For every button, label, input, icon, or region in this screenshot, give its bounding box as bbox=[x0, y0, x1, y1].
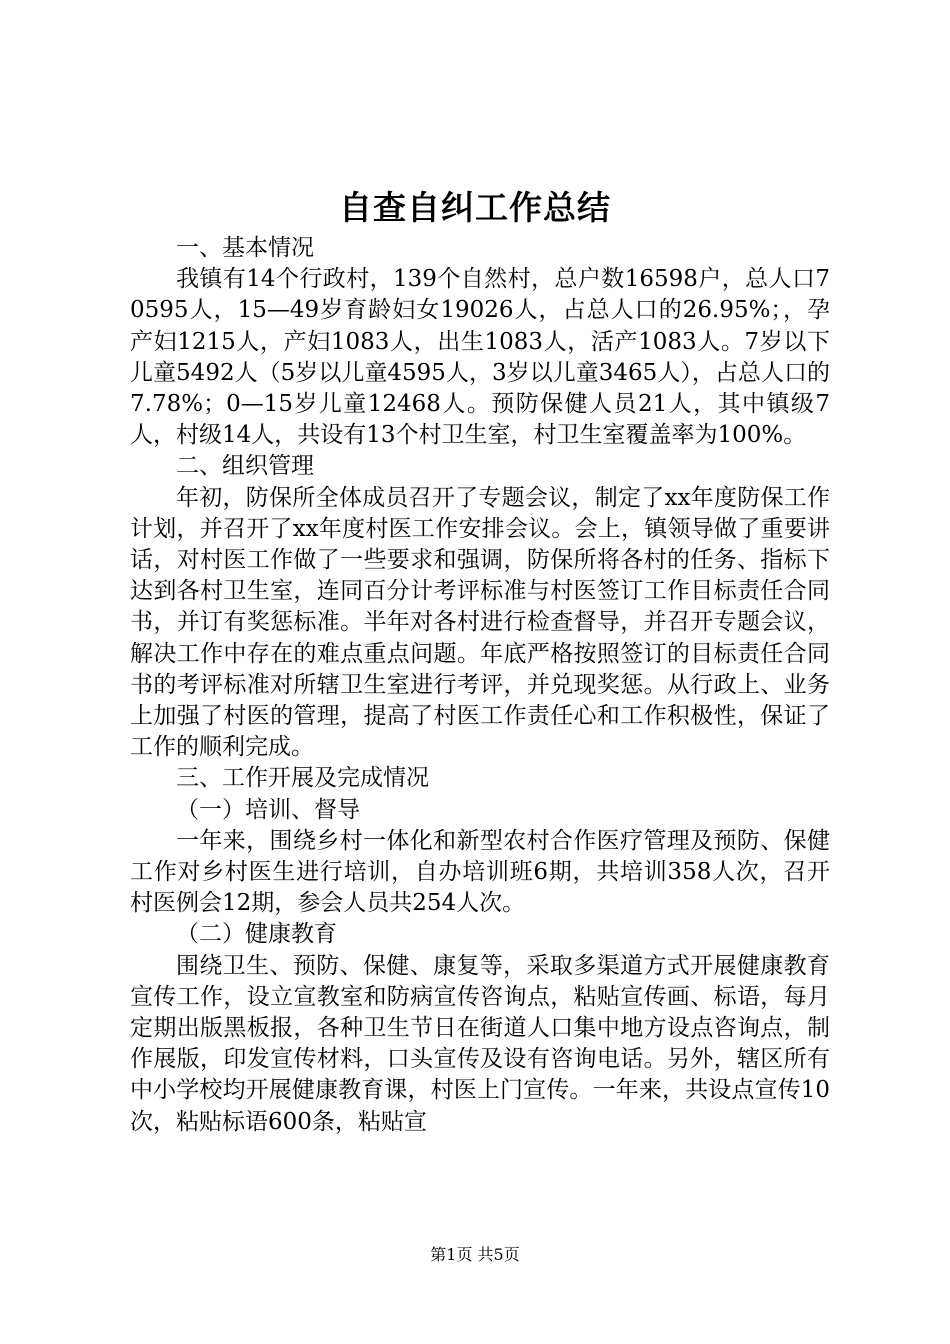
page-footer: 第1页 共5页 bbox=[430, 1245, 520, 1264]
subsection-heading-training: （一）培训、督导 bbox=[176, 796, 360, 823]
document-title: 自查自纠工作总结 bbox=[339, 188, 611, 227]
section-heading-organization: 二、组织管理 bbox=[176, 453, 314, 480]
paragraph-training: 一年来，围绕乡村一体化和新型农村合作医疗管理及预防、保健工作对乡村医生进行培训，自办培训班6期，共培训358人次，召开村医例会12期，参会人员共254人次。 bbox=[130, 827, 830, 917]
paragraph-health-education: 围绕卫生、预防、保健、康复等，采取多渠道方式开展健康教育宣传工作，设立宣教室和防病宣传咨询点，粘贴宣传画、标语，每月定期出版黑板报，各种卫生节日在街道人口集中地方设点咨询点，制作展版，印发宣传材料，口头宣传及设有咨询电话。另外，辖区所有中小学校均开展健康教育课，村医上门宣传。一年来，共设点宣传10次，粘贴标语600条，粘贴宣 bbox=[130, 952, 830, 1135]
subsection-heading-health-education: （二）健康教育 bbox=[176, 921, 337, 948]
section-heading-basic-info: 一、基本情况 bbox=[176, 235, 314, 261]
paragraph-organization: 年初，防保所全体成员召开了专题会议，制定了xx年度防保工作计划，并召开了xx年度村医工作安排会议。会上，镇领导做了重要讲话，对村医工作做了一些要求和强调，防保所将各村的任务、指标下达到各村卫生室，连同百分计考评标准与村医签订工作目标责任合同书，并订有奖惩标准。半年对各村进行检查督导，并召开专题会议，解决工作中存在的难点重点问题。年底严格按照签订的目标责任合同书的考评标准对所辖卫生室进行考评，并兑现奖惩。从行政上、业务上加强了村医的管理，提高了村医工作责任心和工作积极性，保证了工作的顺利完成。 bbox=[130, 484, 830, 761]
document-body bbox=[130, 233, 830, 1138]
section-heading-work-progress: 三、工作开展及完成情况 bbox=[176, 765, 429, 792]
paragraph-basic-info: 我镇有14个行政村，139个自然村，总户数16598户，总人口70595人，15—49岁育龄妇女19026人，占总人口的26.95%；，孕产妇1215人，产妇1083人，出生1083人，活产1083人。7岁以下儿童5492人（5岁以儿童4595人，3岁以儿童3465人），占总人口的7.78%；0—15岁儿童12468人。预防保健人员21人，其中镇级7人，村级14人，共设有13个村卫生室，村卫生室覆盖率为100%。 bbox=[130, 266, 830, 449]
